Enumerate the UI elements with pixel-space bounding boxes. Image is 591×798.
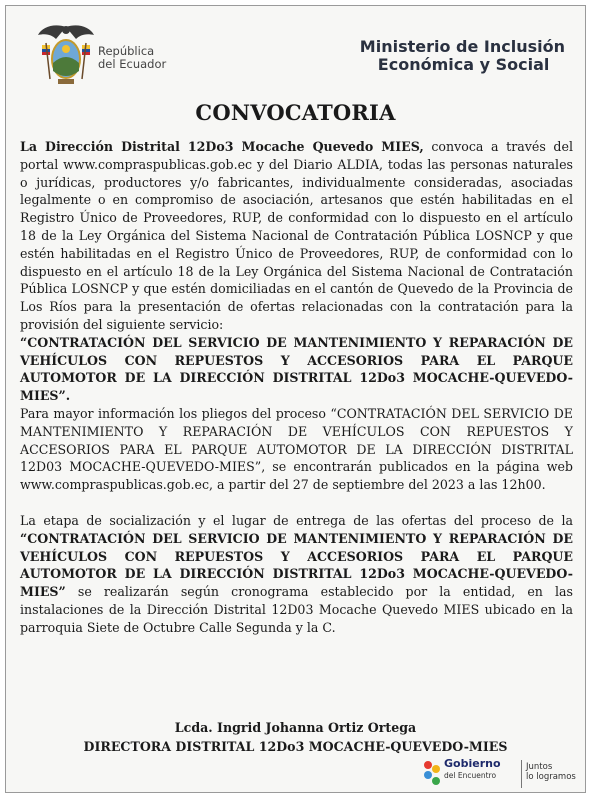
republica-line-1: República — [98, 44, 155, 58]
paragraph-socialization — [20, 512, 573, 637]
signatory-role: DIRECTORA DISTRITAL 12Do3 MOCACHE-QUEVEDO-MIES — [83, 739, 508, 754]
ministerio-line-1: Ministerio de Inclusión — [359, 37, 565, 56]
announcement-body — [20, 138, 573, 637]
socialization-lead: La etapa de socialización y el lugar de entrega de las ofertas del proceso de la — [20, 512, 573, 528]
coat-of-arms-icon — [36, 21, 96, 87]
socialization-text: se realizarán según cronograma establecido por la entidad, en las instalaciones de la Dirección Distrital 12D03 Mocache Quevedo MIES ubicado en la parroquia Siete de Octubre Calle Segunda y la C. — [20, 584, 573, 635]
ministerio-logo — [360, 38, 565, 74]
ministerio-line-2: Económica y Social — [377, 55, 550, 74]
gobierno-mark-icon — [422, 759, 442, 789]
del-encuentro-word: del Encuentro — [444, 771, 497, 780]
socialization-bold: “CONTRATACIÓN DEL SERVICIO DE MANTENIMIENTO Y REPARACIÓN DE VEHÍCULOS CON REPUESTOS Y ACCESORIOS PARA EL PARQUE AUTOMOTOR DE LA DIRECCIÓN DISTRITAL 12Do3 MOCACHE-QUEVEDO-MIES” — [20, 530, 573, 600]
juntos-line-1: Juntos — [526, 762, 553, 772]
logo-divider — [521, 760, 522, 788]
signatory-name: Lcda. Ingrid Johanna Ortiz Ortega — [174, 720, 417, 735]
juntos-slogan — [526, 762, 576, 782]
intro-text: convoca a través del portal www.compraspublicas.gob.ec y del Diario ALDIA, todas las personas naturales o jurídicas, productores y/o fabricantes, individualmente consideradas, asociadas legalmente o en compromiso de asociación, artesanos que estén habilitadas en el Registro Único de Proveedores, RUP, de conformidad con lo dispuesto en el artículo 18 de la Ley Orgánica del Sistema Nacional de Contratación Pública LOSNCP y que estén habilitadas en el Registro Único de Proveedores, RUP, de conformidad con lo dispuesto en el artículo 18 de la Ley Orgánica del Sistema Nacional de Contratación Pública LOSNCP y que estén domiciliadas en el cantón de Quevedo de la Provincia de Los Ríos para la presentación de ofertas relacionadas con la contratación para la provisión del siguiente servicio: — [20, 139, 573, 332]
spacer — [20, 494, 573, 512]
republica-label — [98, 45, 166, 71]
document-frame — [5, 5, 586, 793]
service-title-text: “CONTRATACIÓN DEL SERVICIO DE MANTENIMIENTO Y REPARACIÓN DE VEHÍCULOS CON REPUESTOS Y ACCESORIOS PARA EL PARQUE AUTOMOTOR DE LA DIRECCIÓN DISTRITAL 12Do3 MOCACHE-QUEVEDO-MIES”. — [20, 334, 573, 404]
paragraph-intro — [20, 138, 573, 334]
republica-logo — [36, 21, 186, 91]
intro-bold: La Dirección Distrital 12Do3 Mocache Quevedo MIES, — [20, 139, 424, 154]
gobierno-logo — [422, 756, 586, 792]
header — [6, 6, 585, 101]
gobierno-word: Gobierno — [444, 757, 501, 770]
gobierno-text — [444, 758, 501, 782]
juntos-line-2: lo logramos — [526, 772, 576, 782]
page-title: CONVOCATORIA — [195, 100, 396, 125]
republica-line-2: del Ecuador — [98, 57, 167, 71]
paragraph-info: Para mayor información los pliegos del proceso “CONTRATACIÓN DEL SERVICIO DE MANTENIMIENTO Y REPARACIÓN DE VEHÍCULOS CON REPUESTOS Y ACCESORIOS PARA EL PARQUE AUTOMOTOR DE LA DIRECCIÓN DISTRITAL 12D03 MOCACHE-QUEVEDO-MIES”, se encontrarán publicados en la página web www.compraspublicas.gob.ec, a partir del 27 de septiembre del 2023 a las 12h00. — [20, 405, 573, 493]
service-title — [20, 334, 573, 405]
signature-block — [6, 718, 585, 756]
